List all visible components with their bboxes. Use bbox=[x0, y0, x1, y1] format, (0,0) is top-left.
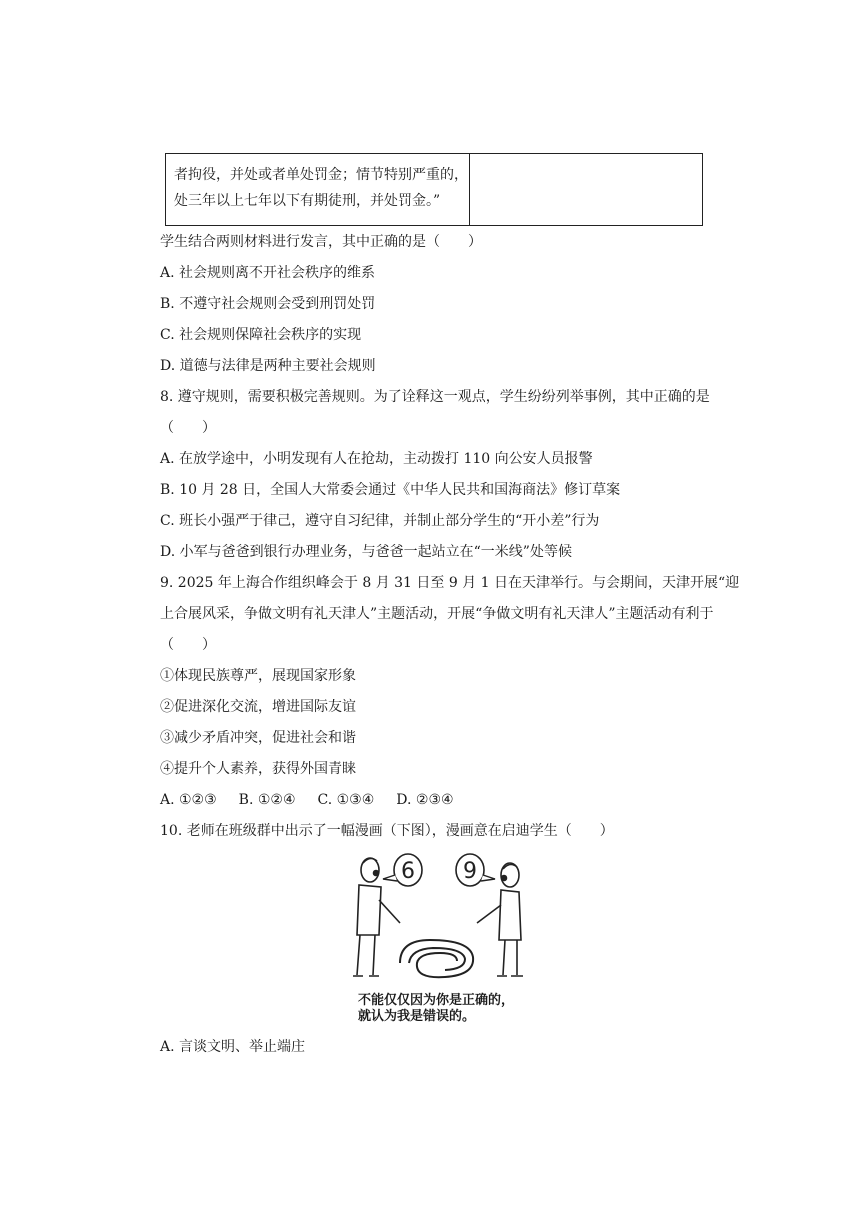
q9-stem-line1: 9. 2025 年上海合作组织峰会于 8 月 31 日至 9 月 1 日在天津举行。与会期间，天津开展“迎 bbox=[160, 575, 740, 591]
left-bubble-digit: 6 bbox=[401, 859, 415, 884]
q7-option-d: D. 道德与法律是两种主要社会规则 bbox=[160, 358, 376, 374]
right-speech-bubble bbox=[456, 854, 495, 886]
q10-stem: 10. 老师在班级群中出示了一幅漫画（下图），漫画意在启迪学生（ ） bbox=[160, 823, 614, 839]
q7-stem: 学生结合两则材料进行发言，其中正确的是（ ） bbox=[160, 234, 482, 250]
q9-item-1: ①体现民族尊严，展现国家形象 bbox=[160, 668, 356, 684]
q9-item-3: ③减少矛盾冲突，促进社会和谐 bbox=[160, 730, 356, 746]
material-text-line: 处三年以上七年以下有期徒刑，并处罚金。” bbox=[174, 193, 441, 209]
q8-option-d: D. 小军与爸爸到银行办理业务，与爸爸一起站立在“一米线”处等候 bbox=[160, 544, 572, 560]
q8-option-c: C. 班长小强严于律己，遵守自习纪律，并制止部分学生的“开小差”行为 bbox=[160, 513, 600, 529]
left-speech-bubble bbox=[383, 854, 422, 886]
q10-option-a: A. 言谈文明、举止端庄 bbox=[160, 1039, 306, 1055]
q8-stem: 8. 遵守规则，需要积极完善规则。为了诠释这一观点，学生纷纷列举事例，其中正确的是 bbox=[160, 389, 710, 405]
q9-choice-c: C. ①③④ bbox=[317, 792, 375, 808]
q9-paren: （ ） bbox=[160, 637, 216, 653]
material-table bbox=[165, 153, 703, 226]
q7-option-b: B. 不遵守社会规则会受到刑罚处罚 bbox=[160, 296, 376, 312]
floor-number-shape bbox=[400, 940, 473, 977]
q7-option-a: A. 社会规则离不开社会秩序的维系 bbox=[160, 265, 376, 281]
right-bubble-digit: 9 bbox=[463, 859, 477, 884]
material-text-line: 者拘役，并处或者单处罚金；情节特别严重的， bbox=[174, 167, 468, 183]
q9-item-2: ②促进深化交流，增进国际友谊 bbox=[160, 699, 356, 715]
q8-option-b: B. 10 月 28 日，全国人大常委会通过《中华人民共和国海商法》修订草案 bbox=[160, 482, 621, 498]
material-table-left-cell bbox=[166, 154, 470, 225]
q7-option-c: C. 社会规则保障社会秩序的实现 bbox=[160, 327, 362, 343]
q8-option-a: A. 在放学途中，小明发现有人在抢劫，主动拨打 110 向公安人员报警 bbox=[160, 451, 593, 467]
cartoon-6-9-illustration bbox=[345, 845, 535, 985]
cartoon-caption-line1: 不能仅仅因为你是正确的， bbox=[358, 993, 515, 1008]
q9-choices bbox=[160, 790, 476, 810]
q8-paren: （ ） bbox=[160, 420, 216, 436]
q9-choice-d: D. ②③④ bbox=[396, 792, 454, 808]
material-table-right-cell bbox=[470, 154, 702, 225]
q9-item-4: ④提升个人素养，获得外国青睐 bbox=[160, 761, 356, 777]
q9-choice-b: B. ①②④ bbox=[238, 792, 296, 808]
q9-choice-a: A. ①②③ bbox=[160, 792, 217, 808]
cartoon-caption-line2: 就认为我是错误的。 bbox=[358, 1009, 476, 1024]
q9-stem-line2: 上合展风采，争做文明有礼天津人”主题活动，开展“争做文明有礼天津人”主题活动有利于 bbox=[160, 606, 714, 622]
